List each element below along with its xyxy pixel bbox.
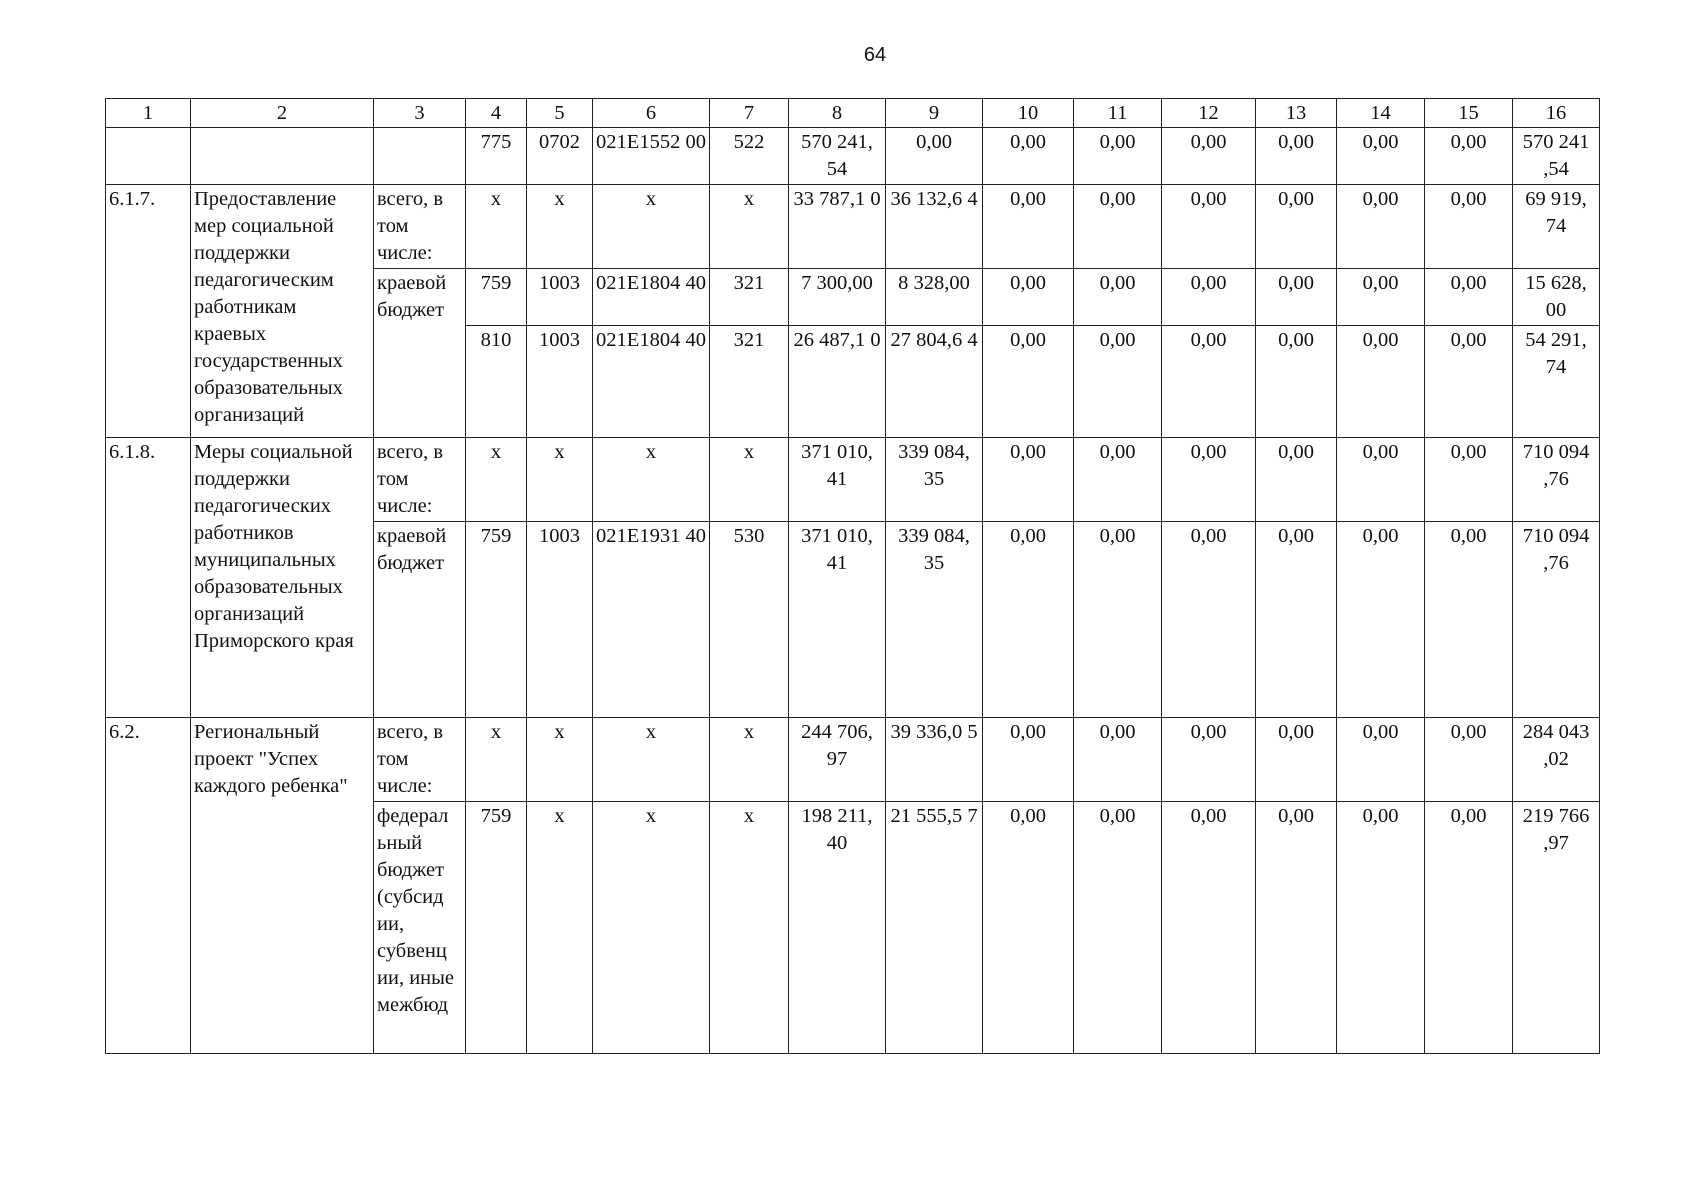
row-code: 6.1.8. bbox=[106, 438, 191, 718]
cell-c13: 0,00 bbox=[1256, 438, 1337, 522]
column-number: 9 bbox=[886, 99, 983, 128]
column-number: 2 bbox=[191, 99, 374, 128]
cell-c9: 36 132,6 4 bbox=[886, 185, 983, 269]
cell-c7: x bbox=[710, 185, 789, 269]
cell-c14: 0,00 bbox=[1337, 802, 1425, 1054]
column-number: 1 bbox=[106, 99, 191, 128]
column-number: 3 bbox=[374, 99, 466, 128]
cell-c9: 39 336,0 5 bbox=[886, 718, 983, 802]
cell-c12: 0,00 bbox=[1162, 128, 1256, 185]
cell-c14: 0,00 bbox=[1337, 269, 1425, 326]
cell-c12: 0,00 bbox=[1162, 522, 1256, 718]
cell-c8: 244 706, 97 bbox=[789, 718, 886, 802]
cell-c9: 8 328,00 bbox=[886, 269, 983, 326]
cell-c8: 570 241, 54 bbox=[789, 128, 886, 185]
funding-source: всего, в том числе: bbox=[374, 185, 466, 269]
column-number: 5 bbox=[527, 99, 593, 128]
cell-c4: 810 bbox=[466, 326, 527, 438]
cell-c4: 759 bbox=[466, 802, 527, 1054]
column-number: 11 bbox=[1074, 99, 1162, 128]
cell-c8: 33 787,1 0 bbox=[789, 185, 886, 269]
column-number: 4 bbox=[466, 99, 527, 128]
cell-c12: 0,00 bbox=[1162, 269, 1256, 326]
cell-c4: 759 bbox=[466, 269, 527, 326]
cell-c12: 0,00 bbox=[1162, 326, 1256, 438]
table-row bbox=[106, 185, 1600, 269]
cell-c12: 0,00 bbox=[1162, 718, 1256, 802]
column-number: 15 bbox=[1425, 99, 1513, 128]
cell-c5: x bbox=[527, 185, 593, 269]
column-number: 7 bbox=[710, 99, 789, 128]
page-number: 64 bbox=[863, 44, 887, 66]
column-number: 14 bbox=[1337, 99, 1425, 128]
cell-c16: 710 094 ,76 bbox=[1513, 438, 1600, 522]
cell-c7: x bbox=[710, 438, 789, 522]
cell-c8: 198 211, 40 bbox=[789, 802, 886, 1054]
cell-c15: 0,00 bbox=[1425, 269, 1513, 326]
cell-c8: 7 300,00 bbox=[789, 269, 886, 326]
row-code bbox=[106, 128, 191, 185]
cell-c8: 371 010, 41 bbox=[789, 438, 886, 522]
row-name: Предоставление мер социальной поддержки педагогическим работникам краевых государственных образовательных организаций bbox=[191, 185, 374, 438]
cell-c13: 0,00 bbox=[1256, 185, 1337, 269]
cell-c6: x bbox=[593, 802, 710, 1054]
cell-c14: 0,00 bbox=[1337, 438, 1425, 522]
cell-c15: 0,00 bbox=[1425, 718, 1513, 802]
cell-c11: 0,00 bbox=[1074, 326, 1162, 438]
funding-source: всего, в том числе: bbox=[374, 438, 466, 522]
funding-source: краевой бюджет bbox=[374, 522, 466, 718]
funding-source: краевой бюджет bbox=[374, 269, 466, 438]
cell-c15: 0,00 bbox=[1425, 185, 1513, 269]
cell-c12: 0,00 bbox=[1162, 438, 1256, 522]
cell-c14: 0,00 bbox=[1337, 128, 1425, 185]
cell-c12: 0,00 bbox=[1162, 802, 1256, 1054]
cell-c5: 1003 bbox=[527, 269, 593, 326]
cell-c5: x bbox=[527, 438, 593, 522]
row-name: Меры социальной поддержки педагогических работников муниципальных образовательных организаций Приморского края bbox=[191, 438, 374, 718]
cell-c10: 0,00 bbox=[983, 128, 1074, 185]
cell-c6: x bbox=[593, 438, 710, 522]
cell-c10: 0,00 bbox=[983, 802, 1074, 1054]
cell-c15: 0,00 bbox=[1425, 522, 1513, 718]
cell-c6: x bbox=[593, 185, 710, 269]
cell-c13: 0,00 bbox=[1256, 269, 1337, 326]
column-number: 16 bbox=[1513, 99, 1600, 128]
table-row bbox=[106, 718, 1600, 802]
cell-c11: 0,00 bbox=[1074, 802, 1162, 1054]
cell-c14: 0,00 bbox=[1337, 522, 1425, 718]
cell-c5: x bbox=[527, 718, 593, 802]
table-row bbox=[106, 438, 1600, 522]
column-number: 8 bbox=[789, 99, 886, 128]
cell-c13: 0,00 bbox=[1256, 718, 1337, 802]
cell-c14: 0,00 bbox=[1337, 185, 1425, 269]
cell-c15: 0,00 bbox=[1425, 128, 1513, 185]
cell-c4: 759 bbox=[466, 522, 527, 718]
row-name: Региональный проект "Успех каждого ребенка" bbox=[191, 718, 374, 1054]
cell-c16: 54 291, 74 bbox=[1513, 326, 1600, 438]
cell-c11: 0,00 bbox=[1074, 438, 1162, 522]
cell-c9: 0,00 bbox=[886, 128, 983, 185]
column-number: 10 bbox=[983, 99, 1074, 128]
cell-c5: 1003 bbox=[527, 522, 593, 718]
cell-c7: x bbox=[710, 718, 789, 802]
cell-c11: 0,00 bbox=[1074, 185, 1162, 269]
cell-c7: 321 bbox=[710, 326, 789, 438]
row-name bbox=[191, 128, 374, 185]
cell-c7: x bbox=[710, 802, 789, 1054]
cell-c15: 0,00 bbox=[1425, 326, 1513, 438]
cell-c16: 284 043 ,02 bbox=[1513, 718, 1600, 802]
cell-c16: 570 241 ,54 bbox=[1513, 128, 1600, 185]
cell-c9: 339 084, 35 bbox=[886, 522, 983, 718]
cell-c4: x bbox=[466, 185, 527, 269]
cell-c5: 0702 bbox=[527, 128, 593, 185]
cell-c6: 021E1552 00 bbox=[593, 128, 710, 185]
cell-c11: 0,00 bbox=[1074, 718, 1162, 802]
funding-source: всего, в том числе: bbox=[374, 718, 466, 802]
cell-c15: 0,00 bbox=[1425, 438, 1513, 522]
cell-c13: 0,00 bbox=[1256, 128, 1337, 185]
cell-c6: 021E1931 40 bbox=[593, 522, 710, 718]
column-number: 6 bbox=[593, 99, 710, 128]
column-number-row bbox=[106, 99, 1600, 128]
funding-source bbox=[374, 128, 466, 185]
cell-c8: 371 010, 41 bbox=[789, 522, 886, 718]
cell-c9: 21 555,5 7 bbox=[886, 802, 983, 1054]
cell-c5: 1003 bbox=[527, 326, 593, 438]
cell-c14: 0,00 bbox=[1337, 718, 1425, 802]
cell-c10: 0,00 bbox=[983, 522, 1074, 718]
cell-c10: 0,00 bbox=[983, 326, 1074, 438]
cell-c7: 321 bbox=[710, 269, 789, 326]
cell-c10: 0,00 bbox=[983, 718, 1074, 802]
row-code: 6.2. bbox=[106, 718, 191, 1054]
cell-c6: 021E1804 40 bbox=[593, 269, 710, 326]
cell-c15: 0,00 bbox=[1425, 802, 1513, 1054]
cell-c8: 26 487,1 0 bbox=[789, 326, 886, 438]
column-number: 12 bbox=[1162, 99, 1256, 128]
cell-c16: 69 919, 74 bbox=[1513, 185, 1600, 269]
cell-c13: 0,00 bbox=[1256, 326, 1337, 438]
cell-c11: 0,00 bbox=[1074, 522, 1162, 718]
cell-c13: 0,00 bbox=[1256, 802, 1337, 1054]
cell-c10: 0,00 bbox=[983, 269, 1074, 326]
cell-c7: 530 bbox=[710, 522, 789, 718]
cell-c16: 710 094 ,76 bbox=[1513, 522, 1600, 718]
cell-c16: 219 766 ,97 bbox=[1513, 802, 1600, 1054]
cell-c6: 021E1804 40 bbox=[593, 326, 710, 438]
cell-c4: x bbox=[466, 718, 527, 802]
row-code: 6.1.7. bbox=[106, 185, 191, 438]
cell-c12: 0,00 bbox=[1162, 185, 1256, 269]
table-row bbox=[106, 128, 1600, 185]
cell-c4: x bbox=[466, 438, 527, 522]
cell-c16: 15 628, 00 bbox=[1513, 269, 1600, 326]
budget-table bbox=[105, 98, 1600, 1054]
cell-c4: 775 bbox=[466, 128, 527, 185]
cell-c9: 339 084, 35 bbox=[886, 438, 983, 522]
cell-c13: 0,00 bbox=[1256, 522, 1337, 718]
column-number: 13 bbox=[1256, 99, 1337, 128]
cell-c6: x bbox=[593, 718, 710, 802]
cell-c10: 0,00 bbox=[983, 185, 1074, 269]
cell-c14: 0,00 bbox=[1337, 326, 1425, 438]
cell-c9: 27 804,6 4 bbox=[886, 326, 983, 438]
cell-c7: 522 bbox=[710, 128, 789, 185]
cell-c10: 0,00 bbox=[983, 438, 1074, 522]
cell-c11: 0,00 bbox=[1074, 128, 1162, 185]
cell-c11: 0,00 bbox=[1074, 269, 1162, 326]
cell-c5: x bbox=[527, 802, 593, 1054]
funding-source: федерал ьный бюджет (субсид ии, субвенц ии, иные межбюд bbox=[374, 802, 466, 1054]
